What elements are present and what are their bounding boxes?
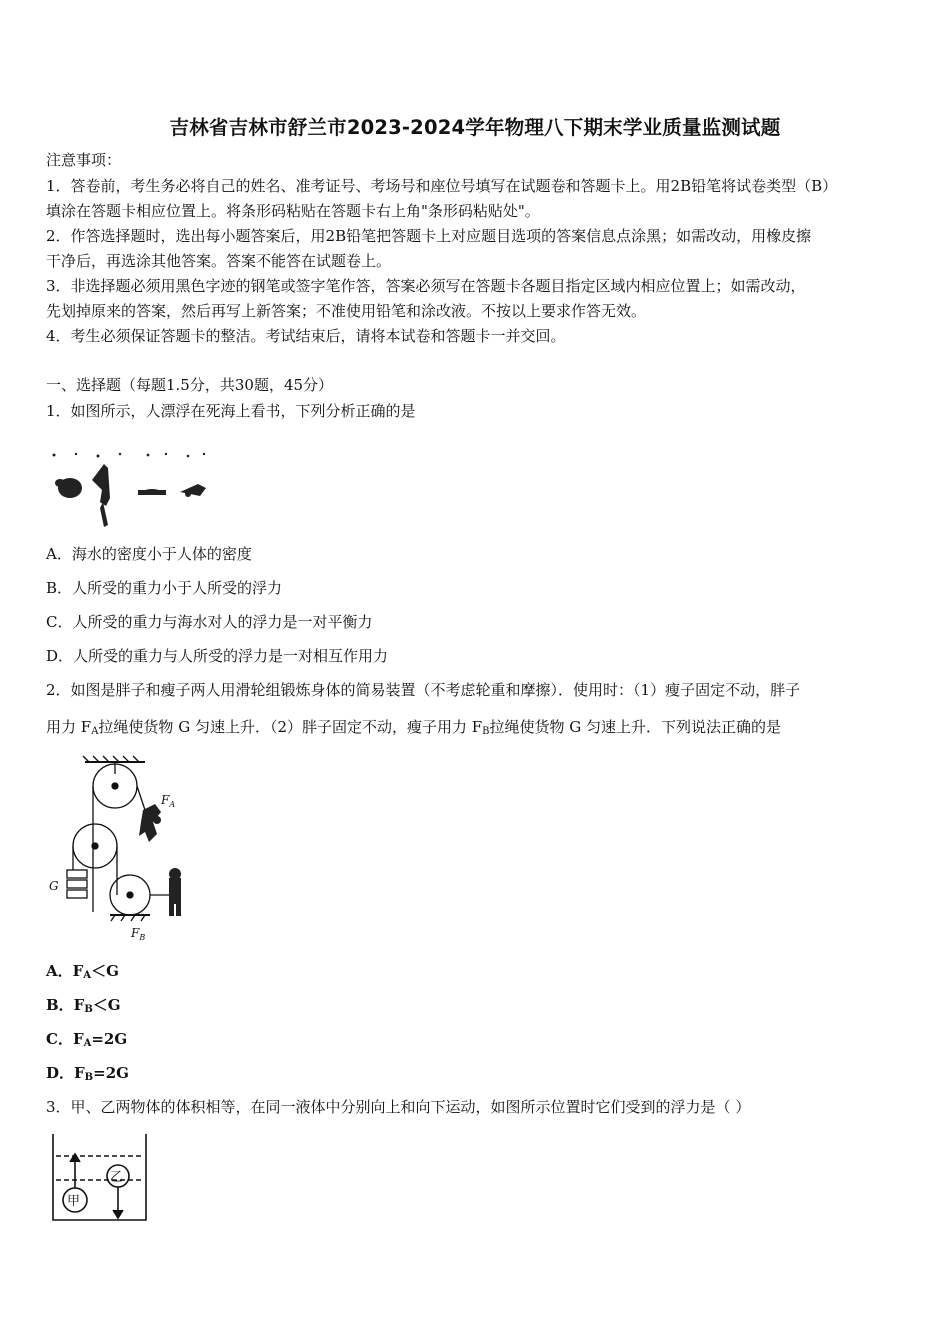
notice-line: 2．作答选择题时，选出每小题答案后，用2B铅笔把答题卡上对应题目选项的答案信息点涂黑；如需改动，用橡皮擦 bbox=[46, 227, 812, 245]
yi-label: 乙 bbox=[110, 1170, 124, 1185]
q1-option: B．人所受的重力小于人所受的浮力 bbox=[46, 579, 283, 597]
q1-option: A．海水的密度小于人体的密度 bbox=[46, 545, 252, 563]
q2-option: B．$F_B<G$ bbox=[46, 996, 121, 1015]
q3-stem: 3．甲、乙两物体的体积相等，在同一液体中分别向上和向下运动，如图所示位置时它们受到的浮力是（ ） bbox=[46, 1098, 751, 1116]
section-heading: 一、选择题（每题1.5分，共30题，45分） bbox=[46, 376, 334, 394]
q2-option: C．$F_A=2G$ bbox=[46, 1030, 128, 1049]
notice-heading: 注意事项： bbox=[46, 151, 122, 169]
q3-figure bbox=[48, 1132, 158, 1227]
g-label: G bbox=[49, 879, 59, 893]
fa-label: $F_A$ bbox=[161, 793, 176, 809]
notice-line: 3．非选择题必须用黑色字迹的钢笔或签字笔作答，答案必须写在答题卡各题目指定区域内相应位置上；如需改动， bbox=[46, 277, 806, 295]
notice-line: 4．考生必须保证答题卡的整洁。考试结束后，请将本试卷和答题卡一并交回。 bbox=[46, 327, 566, 345]
q2-stem-line2: 用力 $F_A$拉绳使货物 G 匀速上升．（2）胖子固定不动，瘦子用力 $F_B$拉绳使货物 G 匀速上升．下列说法正确的是 bbox=[46, 718, 782, 737]
q2-figure bbox=[45, 752, 205, 942]
jia-label: 甲 bbox=[67, 1194, 81, 1209]
notice-line: 先划掉原来的答案，然后再写上新答案；不准使用铅笔和涂改液。不按以上要求作答无效。 bbox=[46, 302, 647, 320]
fb-label: $F_B$ bbox=[131, 926, 146, 942]
q1-stem: 1．如图所示，人漂浮在死海上看书，下列分析正确的是 bbox=[46, 402, 416, 420]
q1-figure bbox=[48, 450, 208, 530]
q2-option: D．$F_B=2G$ bbox=[46, 1064, 129, 1083]
notice-line: 1．答卷前，考生务必将自己的姓名、准考证号、考场号和座位号填写在试题卷和答题卡上。用2B铅笔将试卷类型（B） bbox=[46, 177, 838, 195]
notice-line: 填涂在答题卡相应位置上。将条形码粘贴在答题卡右上角"条形码粘贴处"。 bbox=[46, 202, 540, 220]
q2-stem: 2．如图是胖子和瘦子两人用滑轮组锻炼身体的简易装置（不考虑轮重和摩擦）．使用时：（1）瘦子固定不动，胖子 bbox=[46, 681, 801, 699]
page-title: 吉林省吉林市舒兰市2023-2024学年物理八下期末学业质量监测试题 bbox=[169, 116, 781, 139]
q2-option: A．$F_A<G$ bbox=[46, 962, 119, 981]
q1-option: C．人所受的重力与海水对人的浮力是一对平衡力 bbox=[46, 613, 373, 631]
q1-option: D．人所受的重力与人所受的浮力是一对相互作用力 bbox=[46, 647, 389, 665]
notice-line: 干净后，再选涂其他答案。答案不能答在试题卷上。 bbox=[46, 252, 392, 270]
